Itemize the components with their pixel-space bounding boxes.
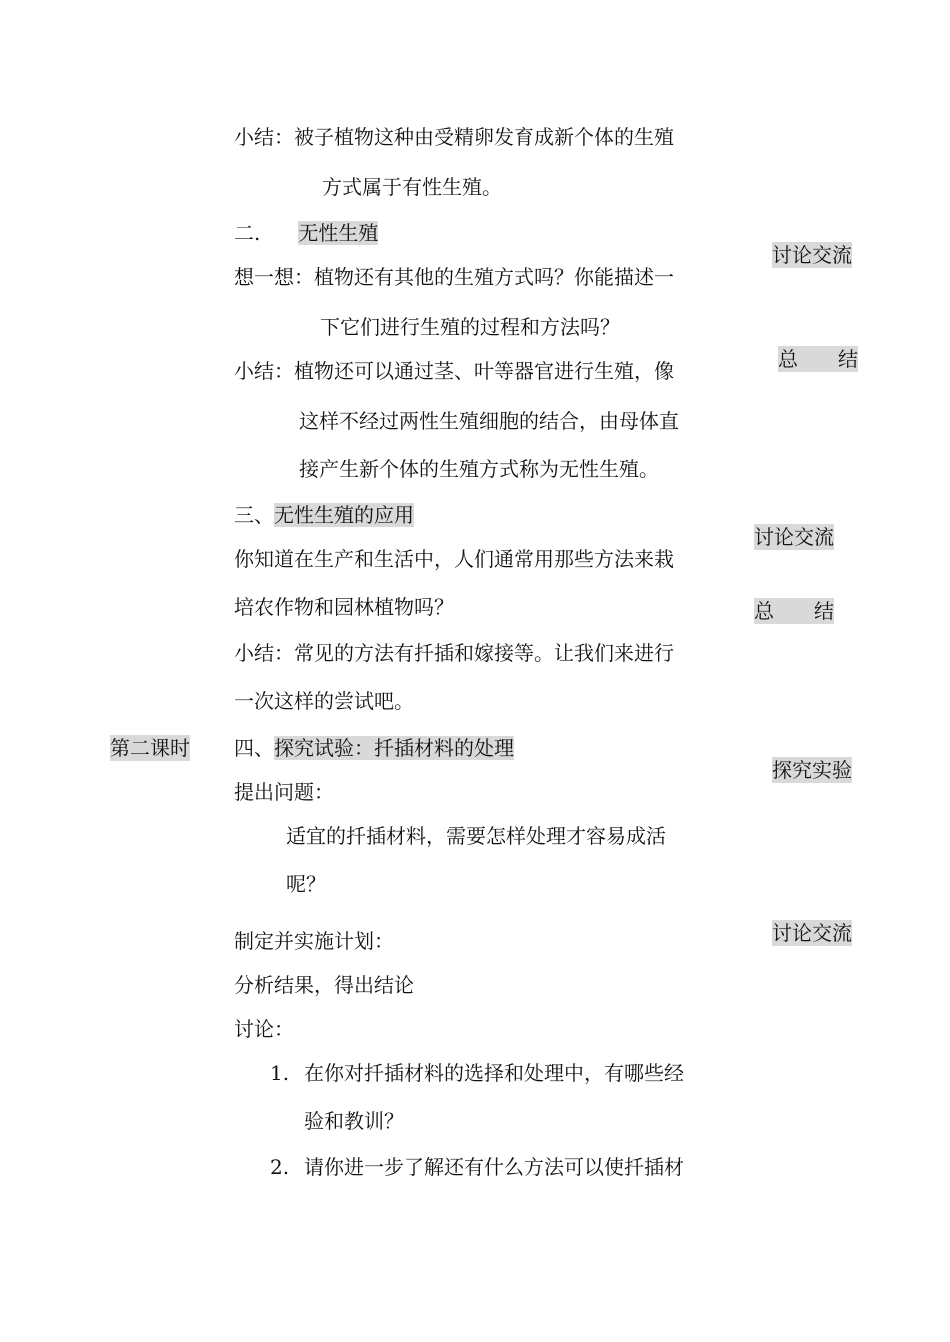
plan-text: 制定并实施计划： bbox=[234, 929, 394, 953]
section4-title: 探究试验：扦插材料的处理 bbox=[274, 736, 514, 760]
question3-line1: 你知道在生产和生活中，人们通常用那些方法来栽 bbox=[234, 547, 674, 571]
summary2-line3: 接产生新个体的生殖方式称为无性生殖。 bbox=[299, 457, 659, 481]
think-line1: 想一想：植物还有其他的生殖方式吗？你能描述一 bbox=[234, 265, 674, 289]
section4-number: 四、 bbox=[234, 736, 274, 760]
section3-number: 三、 bbox=[234, 503, 274, 527]
discussion-item-1-line1: 在你对扦插材料的选择和处理中，有哪些经 bbox=[304, 1061, 684, 1085]
discussion-item-1-number: 1. bbox=[270, 1061, 290, 1085]
section2-title: 无性生殖 bbox=[298, 221, 379, 245]
section4-heading bbox=[234, 735, 514, 761]
summary1-line2: 方式属于有性生殖。 bbox=[322, 175, 502, 199]
summary2-line1: 小结：植物还可以通过茎、叶等器官进行生殖，像 bbox=[234, 359, 674, 383]
discussion-item-2-line1: 请你进一步了解还有什么方法可以使扦插材 bbox=[304, 1155, 684, 1179]
lesson2-label: 第二课时 bbox=[110, 736, 190, 760]
section2-heading bbox=[234, 220, 378, 246]
section3-heading bbox=[234, 502, 414, 528]
question4-line2: 呢？ bbox=[286, 872, 326, 896]
side-note-discussion-2: 讨论交流 bbox=[754, 525, 834, 549]
side-note-summary-2: 总 结 bbox=[754, 599, 834, 623]
question3-line2: 培农作物和园林植物吗？ bbox=[234, 595, 454, 619]
discuss-label: 讨论： bbox=[234, 1017, 294, 1041]
section2-number: 二. bbox=[234, 221, 261, 245]
think-line2: 下它们进行生殖的过程和方法吗？ bbox=[320, 315, 620, 339]
side-note-discussion-1: 讨论交流 bbox=[772, 243, 852, 267]
raise-question: 提出问题： bbox=[234, 780, 334, 804]
question4-line1: 适宜的扦插材料，需要怎样处理才容易成活 bbox=[286, 824, 666, 848]
section3-title: 无性生殖的应用 bbox=[274, 503, 414, 527]
analyze-text: 分析结果，得出结论 bbox=[234, 973, 414, 997]
summary3-line2: 一次这样的尝试吧。 bbox=[234, 689, 414, 713]
discussion-item-1-line2: 验和教训？ bbox=[304, 1109, 404, 1133]
summary3-line1: 小结：常见的方法有扦插和嫁接等。让我们来进行 bbox=[234, 641, 674, 665]
summary2-line2: 这样不经过两性生殖细胞的结合，由母体直 bbox=[299, 409, 679, 433]
side-note-summary-1: 总 结 bbox=[778, 347, 858, 371]
side-note-experiment: 探究实验 bbox=[772, 758, 852, 782]
side-note-discussion-3: 讨论交流 bbox=[772, 921, 852, 945]
summary1-line1: 小结：被子植物这种由受精卵发育成新个体的生殖 bbox=[234, 125, 674, 149]
discussion-item-2-number: 2. bbox=[270, 1155, 290, 1179]
